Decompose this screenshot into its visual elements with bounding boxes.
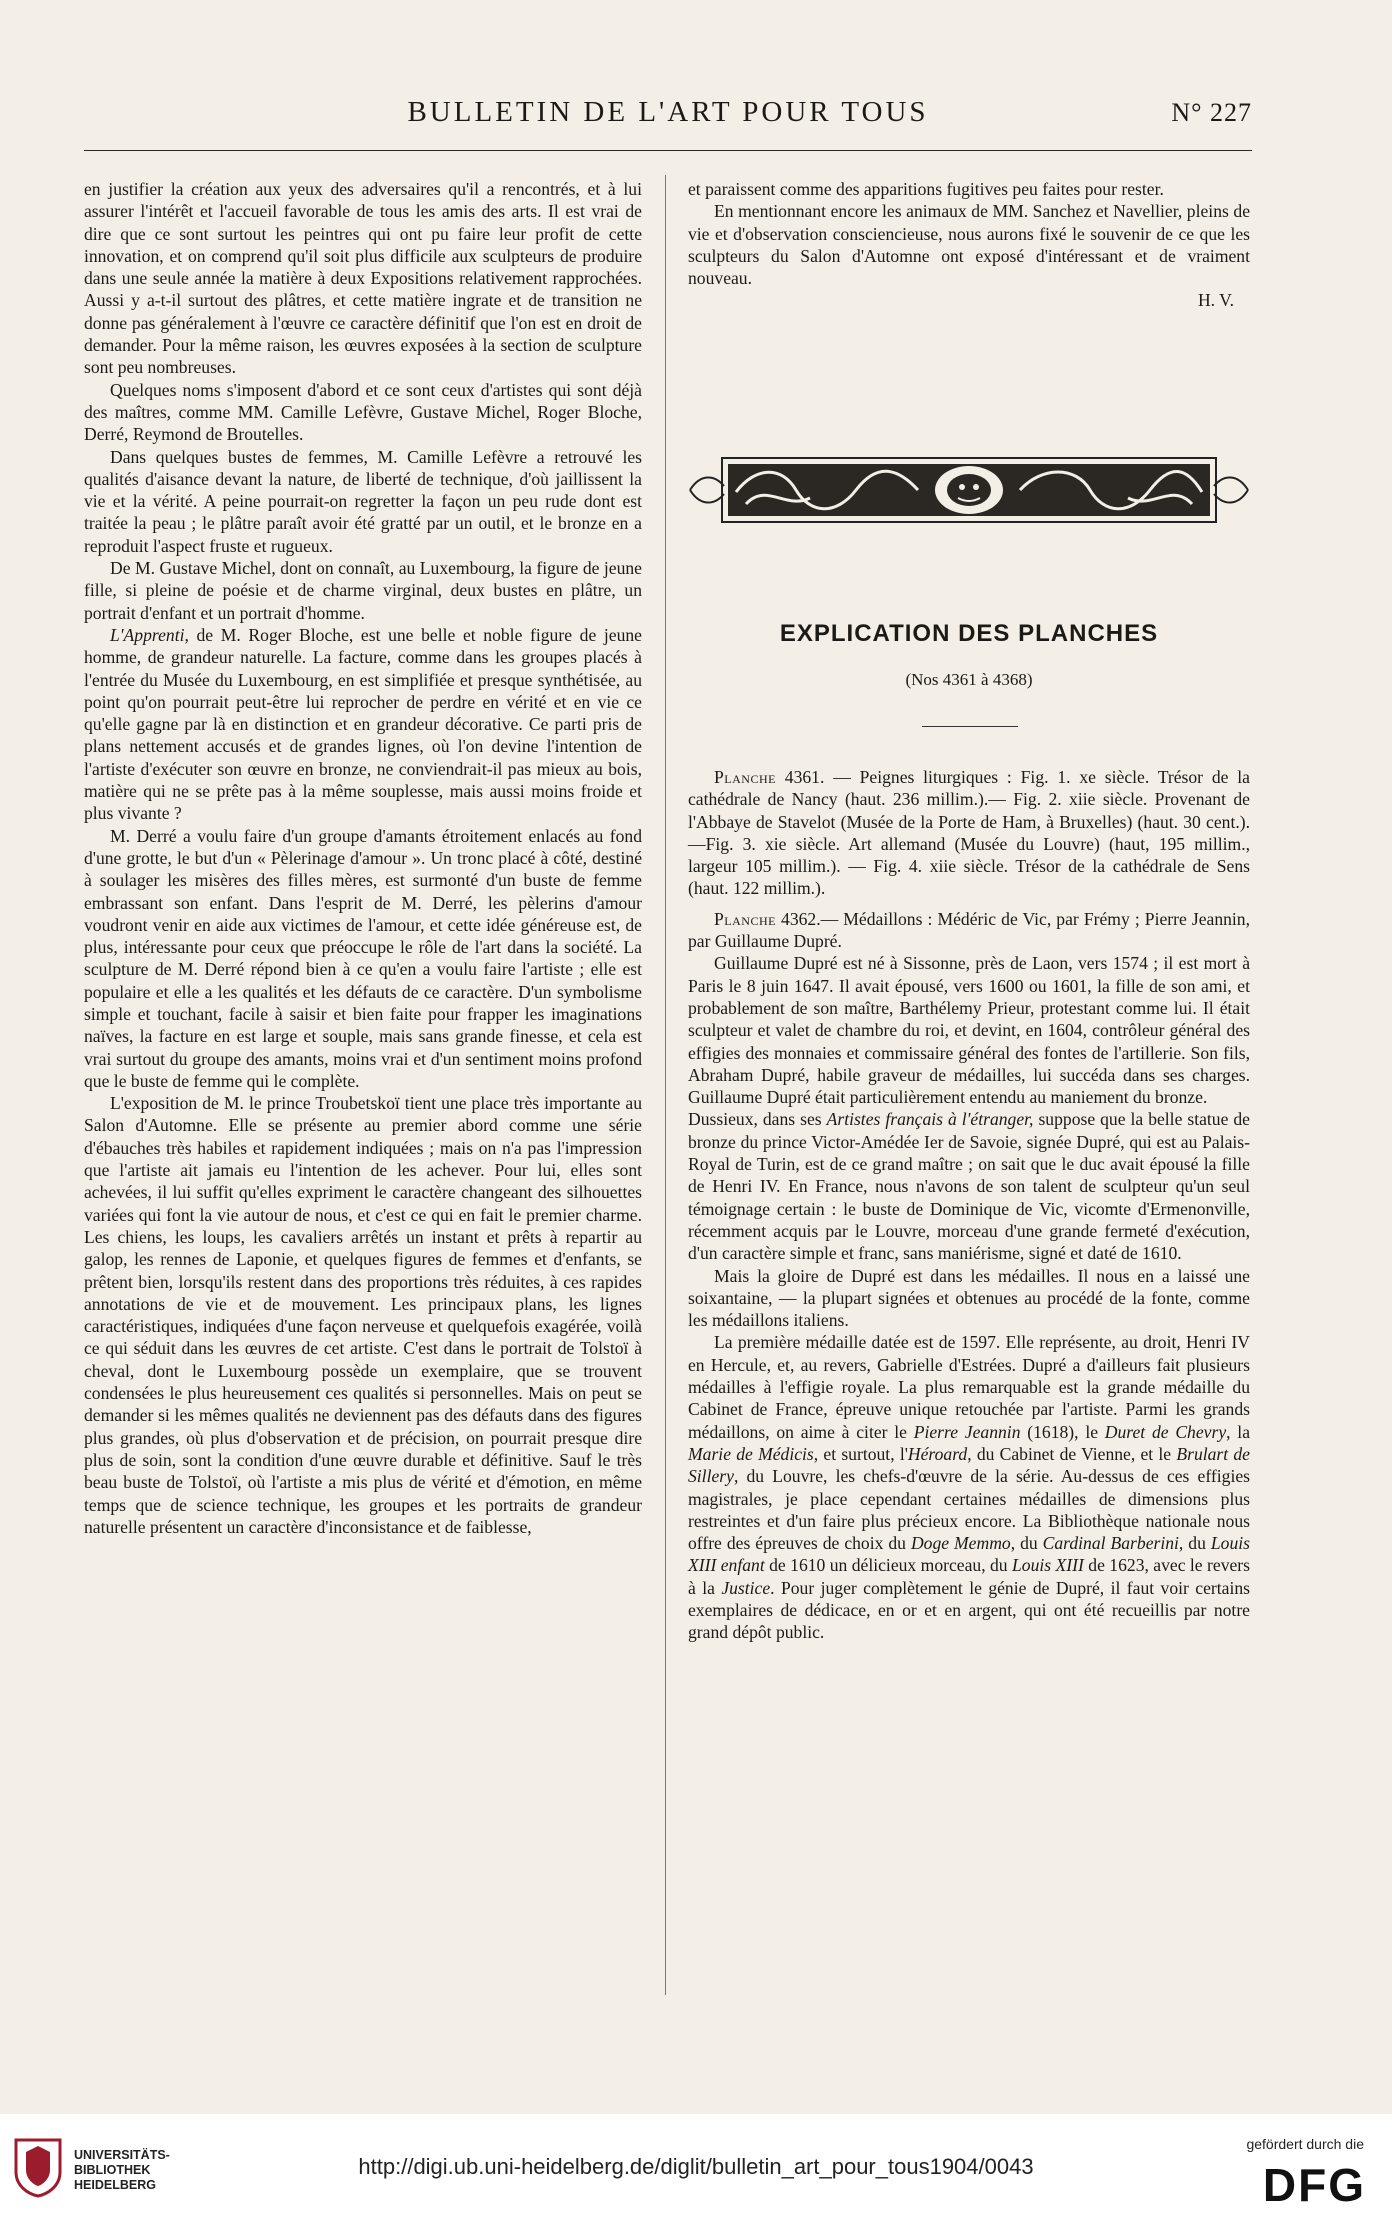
paragraph: Guillaume Dupré est né à Sissonne, près de Laon, vers 1574 ; il est mort à Paris le 8 juin 1647. Il avait épousé, vers 1600 ou 1601, la fille de son ami, et probablement de son maître, Barthélemy Prieur, protestant comme lui. Il était sculpteur et valet de chambre du roi, et devint, en 1604, contrôleur général des effigies des monnaies et commissaire général des fontes de l'artillerie. Son fils, Abraham Dupré, habile graveur de médailles, lui succéda dans ses charges. Guillaume Dupré était particulièrement entendu au maniement du bronze. (688, 953, 1250, 1108)
planche-4362: Planche 4362.— Médaillons : Médéric de Vic, par Frémy ; Pierre Jeannin, par Guillaume Dupré. (688, 908, 1251, 952)
library-name: UNIVERSITÄTS- BIBLIOTHEK HEIDELBERG (74, 2148, 170, 2192)
planche-4361: Planche 4361. — Peignes liturgiques : Fig. 1. xe siècle. Trésor de la cathédrale de Nancy (haut. 236 millim.).— Fig. 2. xiie siècle. Provenant de l'Abbaye de Stavelot (Musée de la Porte de Ham, à Bruxelles) (haut. 30 cent.).—Fig. 3. xie siècle. Art allemand (Musée du Louvre) (haut, 195 millim., largeur 105 millim.). — Fig. 4. xiie siècle. Trésor de la cathédrale de Sens (haut. 122 millim.). (688, 767, 1250, 899)
paragraph: Dans quelques bustes de femmes, M. Camille Lefèvre a retrouvé les qualités d'aisance devant la nature, de liberté de technique, d'où jaillissent la vie et la vérité. A peine pourrait-on regretter la façon un peu rude dont est traitée la peau ; le plâtre paraît avoir été gratté par un outil, et le bronze en a reproduit l'aspect fruste et rugueux. (84, 446, 642, 556)
left-column (84, 178, 642, 1538)
digitization-footer (0, 2114, 1392, 2226)
section-subtitle: (Nos 4361 à 4368) (905, 670, 1033, 689)
paragraph: Quelques noms s'imposent d'abord et ce sont ceux d'artistes qui sont déjà des maîtres, comme MM. Camille Lefèvre, Gustave Michel, Roger Bloche, Derré, Reymond de Broutelles. (84, 379, 642, 445)
paragraph: En mentionnant encore les animaux de MM. Sanchez et Navellier, pleins de vie et d'observation consciencieuse, nous aurons fixé le souvenir de ce que les sculpteurs du Salon d'Automne ont exposé d'intéressant et de vraiment nouveau. (688, 201, 1250, 289)
author-signature: H. V. (1197, 290, 1234, 311)
paragraph: M. Derré a voulu faire d'un groupe d'amants étroitement enlacés au fond d'une grotte, le but d'un « Pèlerinage d'amour ». Un tronc placé à côté, destiné à soulager les misères des filles mères, est surmonté d'un buste de femme embrassant son enfant. Dans l'esprit de M. Derré, les pèlerins d'amour voudront venir en aide aux victimes de l'amour, et cette idée généreuse est, de plus, intéressante pour ceux que préoccupe le rôle de l'art dans la société. La sculpture de M. Derré répond bien à ce qu'en a voulu faire l'artiste ; elle est populaire et elle a les qualités et les défauts de ce caractère. D'un symbolisme simple et touchant, facile à saisir et bien faite pour frapper les imaginations naïves, la facture en est large et souple, mais sans grande finesse, et cela est vrai surtout du groupe des amants, moins vrai et d'un sentiment moins profond que le buste de femme qui le complète. (84, 825, 642, 1091)
short-divider (922, 726, 1018, 727)
paragraph: et paraissent comme des apparitions fugitives peu faites pour rester. (688, 179, 1164, 199)
permalink-url[interactable]: http://digi.ub.uni-heidelberg.de/diglit/bulletin_art_pour_tous1904/0043 (358, 2154, 1034, 2179)
paragraph: La première médaille datée est de 1597. Elle représente, au droit, Henri IV en Hercule, et, au revers, Gabrielle d'Estrées. Dupré a d'ailleurs fait plusieurs médailles à l'effigie royale. La plus remarquable est la grande médaille du Cabinet de France, épreuve unique retouchée par l'artiste. Parmi les grands médaillons, on aime à citer le Pierre Jeannin (1618), le Duret de Chevry, la Marie de Médicis, et surtout, l'Héroard, du Cabinet de Vienne, et le Brulart de Sillery, du Louvre, les chefs-d'œuvre de la série. Au-dessus de ces effigies magistrales, je place cependant certaines médailles de dimensions plus restreintes et d'un faire plus précieux encore. La Bibliothèque nationale nous offre des épreuves de choix du Doge Memmo, du Cardinal Barberini, du Louis XIII enfant de 1610 un délicieux morceau, du Louis XIII de 1623, avec le revers à la Justice. Pour juger complètement le génie de Dupré, il faut voir certains exemplaires de dédicace, en or et en argent, qui ont été recueillis par notre grand dépôt public. (688, 1332, 1251, 1643)
paragraph: L'exposition de M. le prince Troubetskoï tient une place très importante au Salon d'Automne. Elle se présente au premier abord comme une série d'ébauches très habiles et rapidement indiquées ; mais on n'a pas l'impression que l'artiste ait jamais eu l'intention de les achever. Pour lui, elles sont achevées, il lui suffit qu'elles expriment le caractère changeant des silhouettes variées qui font la vie autour de nous, et c'est ce qui en fait le premier charme. Les chiens, les loups, les cavaliers arrêtés un instant et prêts à repartir au galop, les rennes de Laponie, et quelques figures de femmes et d'enfants, se prêtent bien, lorsqu'ils restent dans des proportions très réduites, à ces rapides annotations de vie et de mouvement. Les principaux plans, les lignes caractéristiques, indiquées d'une façon nerveuse et quelquefois exagérée, voilà ce qui séduit dans les œuvres de cet artiste. C'est dans le portrait de Tolstoï à cheval, dont le Luxembourg possède un exemplaire, que se trouvent condensées le plus heureusement ces qualités si personnelles. Mais on peut se demander si les mêmes qualités ne deviennent pas des défauts dans des figures plus grandes, où plus d'observation et de précision, on pourrait presque dire plus de soin, sont la condition d'une œuvre durable et définitive. Sauf le très beau buste de Tolstoï, où l'artiste a mis plus de vérité et d'émotion, en même temps que de science technique, les groupes et les portraits de grandeur naturelle présentent un caractère d'inconsistance et de faiblesse, (84, 1093, 642, 1537)
paragraph: Dussieux, dans ses Artistes français à l'étranger, suppose que la belle statue de bronze du prince Victor-Amédée Ier de Savoie, signée Dupré, qui est au Palais-Royal de Turin, est de ce grand maître ; on sait que le duc avait épousé la fille de Henri IV. En France, nous n'avons de son talent de sculpteur qu'un seul témoignage certain : le buste de Dominique de Vic, vicomte d'Ermenonville, récemment acquis par le Louvre, morceau d'une grande fermeté d'exécution, d'un caractère simple et franc, sans maniérisme, signé et daté de 1610. (688, 1109, 1250, 1264)
artwork-title: L'Apprenti (110, 624, 185, 645)
paragraph-apprenti: L'Apprenti, de M. Roger Bloche, est une belle et noble figure de jeune homme, de grandeur naturelle. La facture, comme dans les groupes placés à l'entrée du Musée du Luxembourg, en est simplifiée et presque synthétisée, au point qu'on pourrait peut-être lui reprocher de perdre en vérité et en vie ce qu'elle gagne par là en distinction et en grandeur décorative. Ce parti pris de plans nettement accusés et de grandes lignes, où l'on devine l'intention de l'artiste d'exécuter son œuvre en bronze, ne conviendrait-il pas mieux au bois, matière qui ne se prête pas à la même souplesse, mais aussi moins froide et plus vivante ? (84, 624, 642, 824)
column-divider (665, 175, 666, 1995)
dfg-logo: DFG (1262, 2159, 1366, 2211)
paragraph: Mais la gloire de Dupré est dans les médailles. Il nous en a laissé une soixantaine, — la plupart signées et obtenues au procédé de la fonte, comme les médaillons italiens. (688, 1265, 1250, 1331)
issue-number: N° 227 (1171, 98, 1252, 127)
running-head (84, 96, 1252, 136)
section-title: EXPLICATION DES PLANCHES (779, 620, 1159, 647)
paragraph: De M. Gustave Michel, dont on connaît, au Luxembourg, la figure de jeune fille, si pleine de poésie et de charme virginal, deux bustes en plâtre, un portrait d'enfant et un portrait d'homme. (84, 558, 642, 623)
planches-text (688, 766, 1250, 1644)
funding-note: gefördert durch die (1246, 2136, 1364, 2152)
decorative-ornament-band (686, 452, 1252, 528)
journal-title: BULLETIN DE L'ART POUR TOUS (407, 96, 929, 128)
paragraph: en justifier la création aux yeux des adversaires qu'il a rencontrés, et à lui assurer l'intérêt et l'accueil favorable de tous les amis des arts. Il est vrai de dire que ce sont surtout les peintres qui ont pu faire leur profit de cette innovation, et on comprend qu'il soit plus difficile aux sculpteurs de produire dans une seule année la matière à deux Expositions relativement rapprochées. Aussi y a-t-il surtout des plâtres, et cette matière ingrate et de transition ne donne pas généralement à l'œuvre ce caractère définitif que l'on est en droit de demander. Pour la même raison, les œuvres exposées à la section de sculpture sont peu nombreuses. (84, 179, 642, 378)
right-column-top (688, 178, 1250, 312)
header-rule (84, 150, 1252, 151)
